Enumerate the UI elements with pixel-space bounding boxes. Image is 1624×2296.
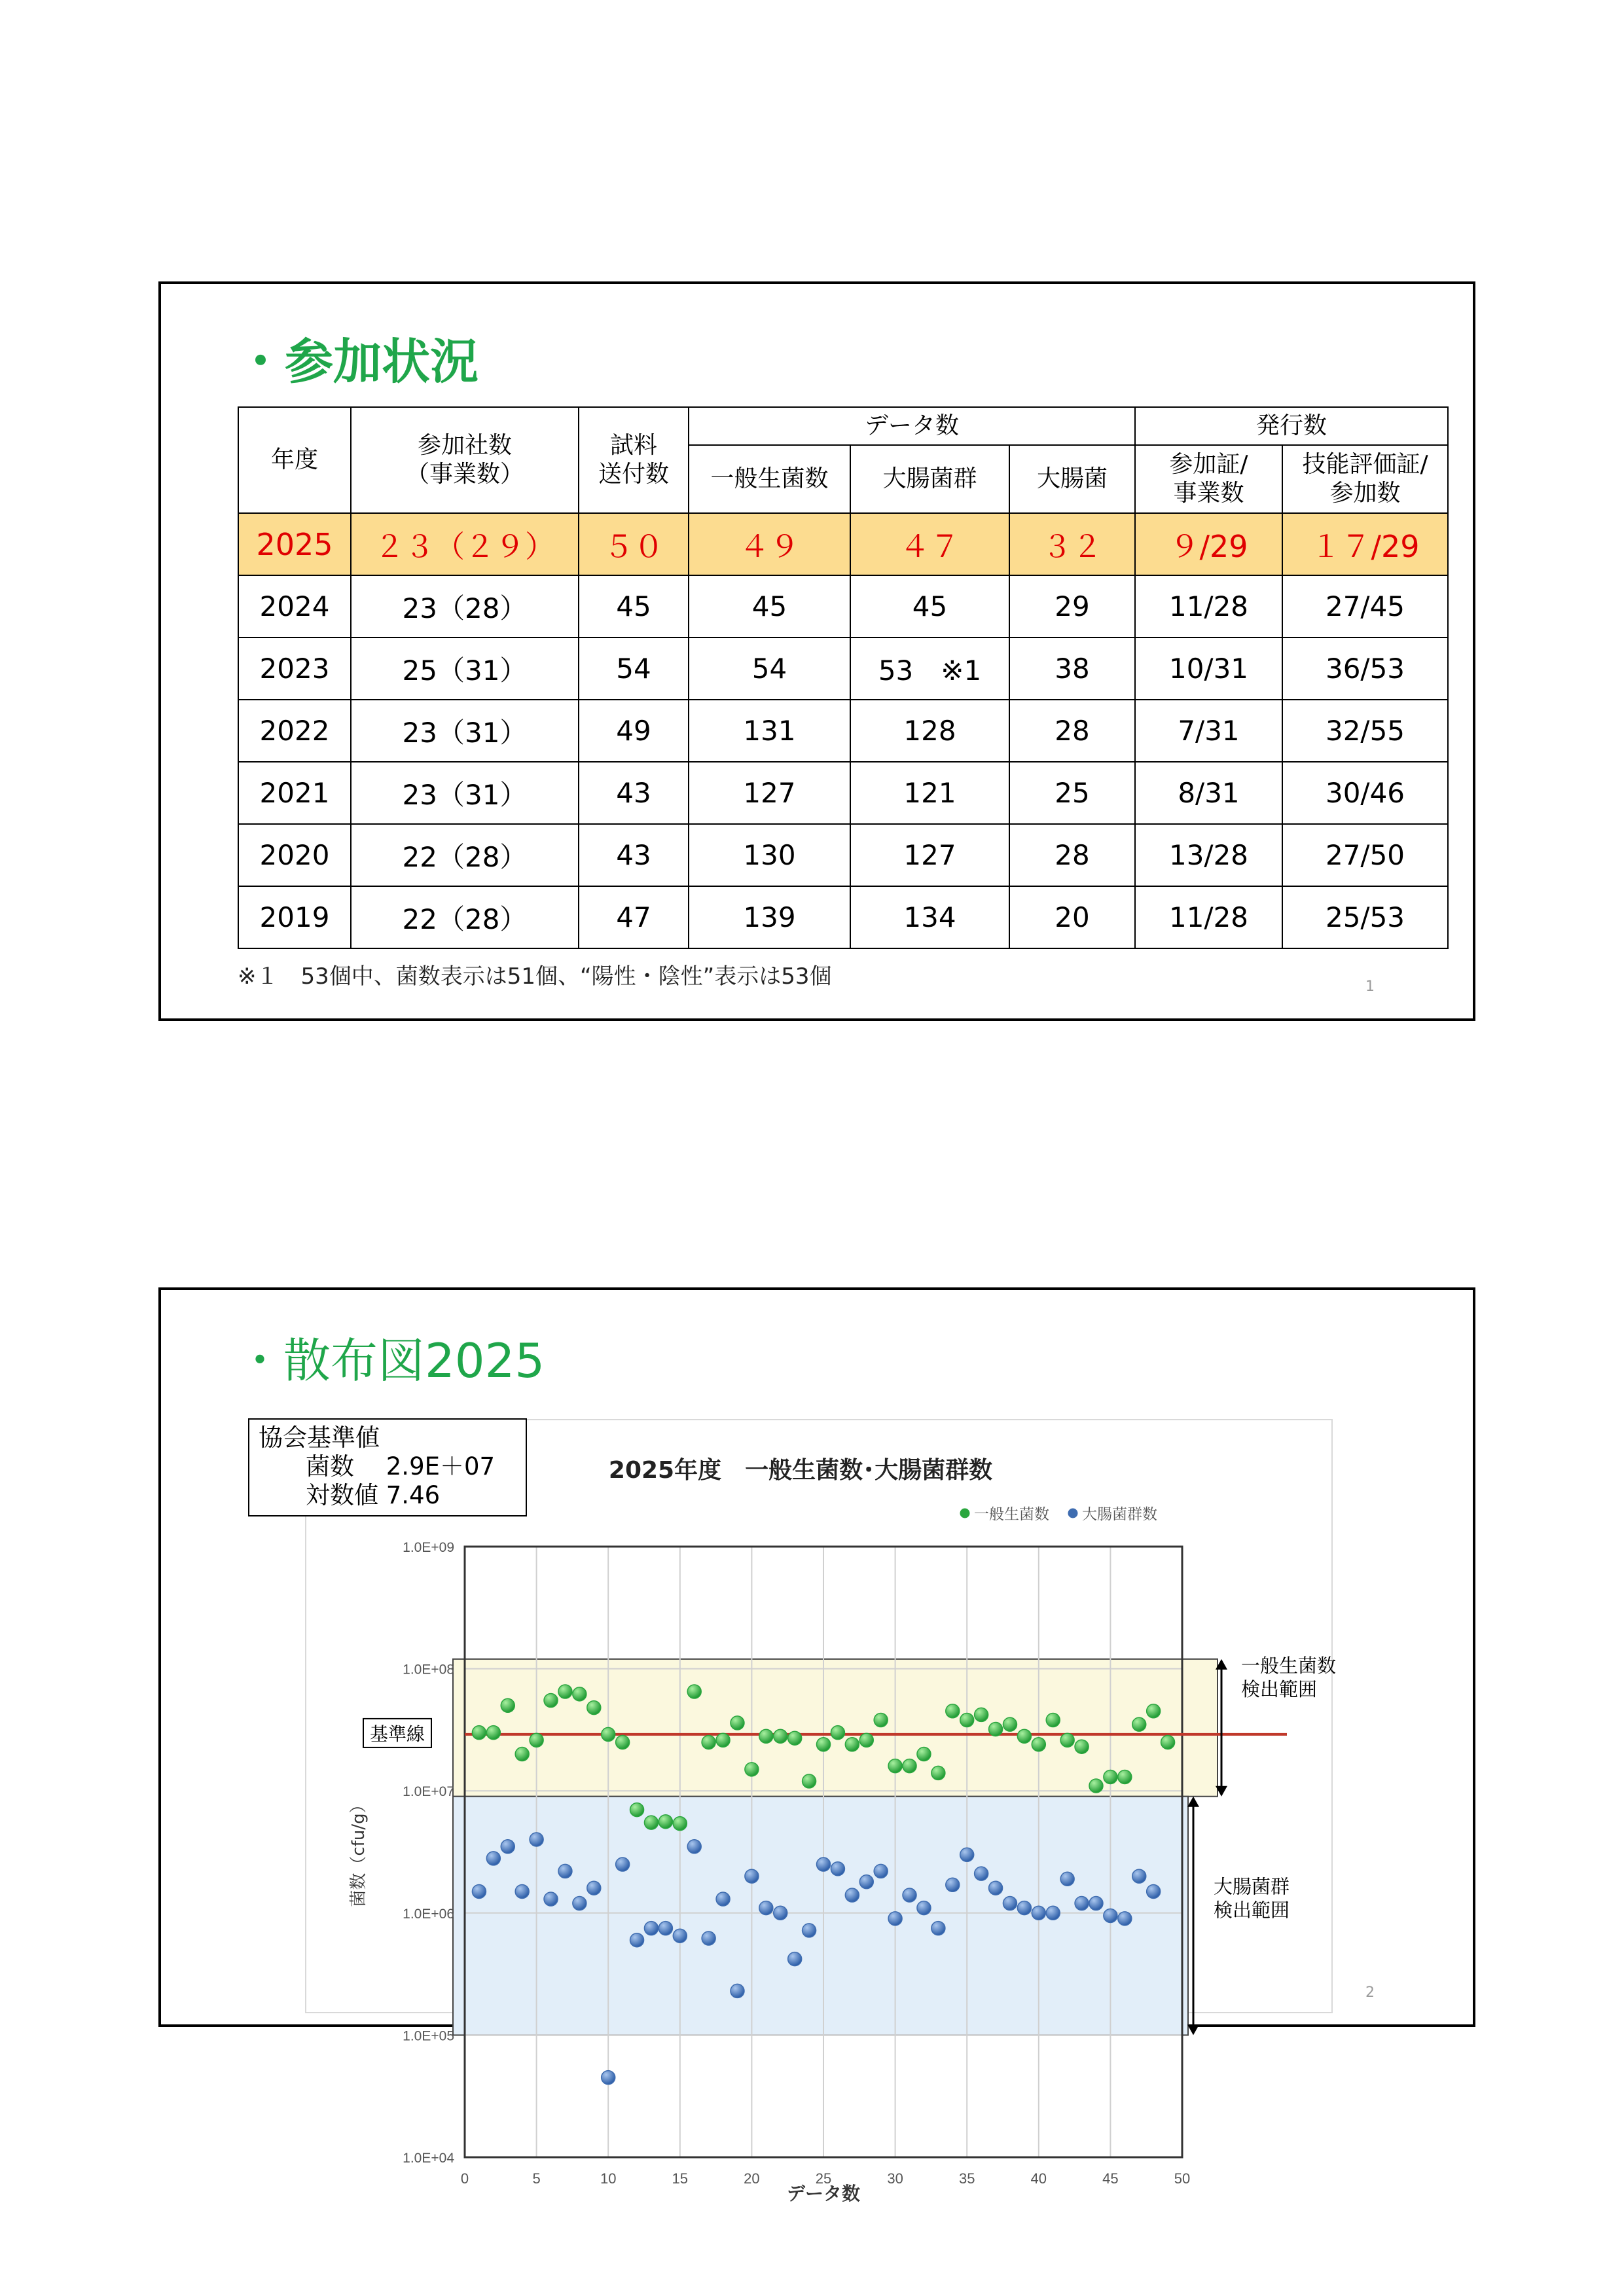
cell-samples: 47 bbox=[579, 886, 689, 948]
coliform-point bbox=[731, 1984, 744, 1998]
coliform-point bbox=[1032, 1906, 1045, 1920]
cell-samples: 54 bbox=[579, 637, 689, 700]
coliform-point bbox=[544, 1892, 558, 1906]
cell-year: 2023 bbox=[238, 637, 351, 700]
general-bacteria-point bbox=[831, 1726, 844, 1740]
cell-samples: 43 bbox=[579, 762, 689, 824]
cell-samples: 49 bbox=[579, 700, 689, 762]
coliform-point bbox=[702, 1931, 715, 1945]
general-bacteria-point bbox=[702, 1735, 715, 1749]
y-tick-label: 1.0E+04 bbox=[403, 2151, 454, 2166]
cell-skill-cert: 30/46 bbox=[1282, 762, 1448, 824]
coliform-point bbox=[716, 1892, 730, 1906]
cell-participation-cert: 10/31 bbox=[1135, 637, 1282, 700]
coliform-point bbox=[888, 1912, 902, 1926]
cell-general: 127 bbox=[689, 762, 850, 824]
coliform-point bbox=[759, 1901, 773, 1915]
coliform-point bbox=[630, 1933, 644, 1947]
standard-log: 対数値 7.46 bbox=[306, 1481, 441, 1509]
general-bacteria-point bbox=[544, 1694, 558, 1708]
general-bacteria-point bbox=[558, 1685, 572, 1698]
general-bacteria-point bbox=[946, 1704, 960, 1718]
coliform-point bbox=[486, 1852, 500, 1865]
header-year: 年度 bbox=[238, 407, 351, 513]
coliform-point bbox=[1017, 1901, 1031, 1915]
coliform-point bbox=[1075, 1897, 1089, 1910]
cell-participation-cert: 11/28 bbox=[1135, 886, 1282, 948]
coliform-point bbox=[501, 1840, 514, 1854]
legend-label: 大腸菌群数 bbox=[1082, 1506, 1157, 1523]
y-tick-label: 1.0E+08 bbox=[403, 1662, 454, 1677]
cell-skill-cert: 25/53 bbox=[1282, 886, 1448, 948]
cell-ecoli: 28 bbox=[1009, 824, 1135, 886]
general-bacteria-point bbox=[1089, 1779, 1103, 1793]
cell-coliform: 128 bbox=[850, 700, 1009, 762]
general-bacteria-point bbox=[960, 1713, 974, 1727]
table-row-2021 bbox=[238, 762, 1448, 824]
general-bacteria-point bbox=[486, 1726, 500, 1740]
header-participants: 参加社数 （事業数） bbox=[351, 407, 579, 513]
coliform-point bbox=[1060, 1872, 1074, 1886]
slide-scatter bbox=[158, 1287, 1475, 2204]
cell-general: ４９ bbox=[689, 513, 850, 575]
cell-participants: 23（28） bbox=[351, 575, 579, 637]
cell-general: 139 bbox=[689, 886, 850, 948]
general-bacteria-point bbox=[573, 1687, 586, 1701]
coliform-point bbox=[975, 1867, 988, 1880]
coliform-point bbox=[644, 1922, 658, 1935]
coliform-point bbox=[788, 1952, 802, 1966]
cell-year: 2022 bbox=[238, 700, 351, 762]
cell-skill-cert: 36/53 bbox=[1282, 637, 1448, 700]
general-bacteria-point bbox=[788, 1731, 802, 1745]
y-tick-label: 1.0E+06 bbox=[403, 1906, 454, 1922]
coliform-point bbox=[573, 1897, 586, 1910]
general-range-label: 一般生菌数 bbox=[1241, 1654, 1337, 1677]
cell-coliform: 127 bbox=[850, 824, 1009, 886]
cell-coliform: ４７ bbox=[850, 513, 1009, 575]
x-tick-label: 25 bbox=[815, 2170, 832, 2187]
general-bacteria-point bbox=[874, 1713, 888, 1727]
x-tick-label: 20 bbox=[744, 2170, 760, 2187]
header-general-bacteria: 一般生菌数 bbox=[689, 445, 850, 513]
cell-participation-cert: 8/31 bbox=[1135, 762, 1282, 824]
general-bacteria-point bbox=[1017, 1729, 1031, 1743]
general-bacteria-point bbox=[859, 1733, 873, 1747]
cell-skill-cert: 32/55 bbox=[1282, 700, 1448, 762]
general-bacteria-point bbox=[731, 1716, 744, 1730]
chart-title: 2025年度 一般生菌数･大腸菌群数 bbox=[608, 1457, 993, 1484]
general-bacteria-point bbox=[888, 1759, 902, 1773]
cell-skill-cert: 27/45 bbox=[1282, 575, 1448, 637]
y-axis-label: 菌数（cfu/g） bbox=[349, 1796, 369, 1907]
general-bacteria-point bbox=[774, 1729, 787, 1743]
header-coliform: 大腸菌群 bbox=[850, 445, 1009, 513]
header-ecoli: 大腸菌 bbox=[1009, 445, 1135, 513]
coliform-point bbox=[931, 1922, 945, 1935]
coliform-point bbox=[1132, 1869, 1146, 1883]
cell-general: 54 bbox=[689, 637, 850, 700]
legend-marker bbox=[960, 1508, 970, 1518]
coliform-point bbox=[774, 1906, 787, 1920]
cell-samples: 45 bbox=[579, 575, 689, 637]
cell-skill-cert: １７/29 bbox=[1282, 513, 1448, 575]
x-tick-label: 40 bbox=[1030, 2170, 1047, 2187]
cell-year: 2024 bbox=[238, 575, 351, 637]
cell-skill-cert: 27/50 bbox=[1282, 824, 1448, 886]
cell-year: 2025 bbox=[238, 513, 351, 575]
table-row-2023 bbox=[238, 637, 1448, 700]
coliform-point bbox=[616, 1857, 630, 1871]
cell-general: 131 bbox=[689, 700, 850, 762]
coliform-range-arrow-head-top bbox=[1187, 1797, 1199, 1807]
general-bacteria-point bbox=[803, 1774, 816, 1788]
header-skill-cert: 技能評価証/ 参加数 bbox=[1282, 445, 1448, 513]
coliform-point bbox=[946, 1878, 960, 1892]
table-row-2022 bbox=[238, 700, 1448, 762]
standard-value-box bbox=[248, 1418, 527, 1516]
general-bacteria-point bbox=[602, 1727, 615, 1741]
coliform-point bbox=[1104, 1909, 1117, 1922]
slide-participation bbox=[158, 281, 1475, 1021]
general-bacteria-point bbox=[845, 1738, 859, 1751]
general-bacteria-point bbox=[917, 1748, 931, 1761]
general-bacteria-point bbox=[644, 1816, 658, 1829]
coliform-point bbox=[1046, 1906, 1060, 1920]
cell-participation-cert: 11/28 bbox=[1135, 575, 1282, 637]
header-participation-cert: 参加証/ 事業数 bbox=[1135, 445, 1282, 513]
cell-participants: 23（31） bbox=[351, 700, 579, 762]
header-issued: 発行数 bbox=[1135, 407, 1448, 445]
general-bacteria-point bbox=[989, 1722, 1003, 1736]
cell-ecoli: 28 bbox=[1009, 700, 1135, 762]
general-bacteria-point bbox=[1161, 1735, 1175, 1749]
cell-general: 45 bbox=[689, 575, 850, 637]
header-data-count: データ数 bbox=[689, 407, 1135, 445]
cell-year: 2021 bbox=[238, 762, 351, 824]
x-axis-label: データ数 bbox=[786, 2183, 861, 2204]
participation-table bbox=[238, 406, 1449, 949]
cell-participation-cert: 7/31 bbox=[1135, 700, 1282, 762]
coliform-range-label: 大腸菌群 bbox=[1214, 1875, 1290, 1898]
x-tick-label: 0 bbox=[460, 2170, 469, 2187]
scatter-chart bbox=[161, 1290, 1473, 2204]
cell-samples: ５０ bbox=[579, 513, 689, 575]
cell-ecoli: 38 bbox=[1009, 637, 1135, 700]
general-bacteria-point bbox=[716, 1733, 730, 1747]
general-bacteria-point bbox=[1118, 1770, 1132, 1784]
cell-year: 2020 bbox=[238, 824, 351, 886]
general-bacteria-point bbox=[1046, 1713, 1060, 1727]
general-bacteria-point bbox=[931, 1766, 945, 1780]
table-row-2020 bbox=[238, 824, 1448, 886]
coliform-point bbox=[917, 1901, 931, 1915]
x-tick-label: 15 bbox=[672, 2170, 689, 2187]
coliform-range-label: 検出範囲 bbox=[1214, 1899, 1290, 1922]
x-tick-label: 45 bbox=[1102, 2170, 1119, 2187]
cell-coliform: 45 bbox=[850, 575, 1009, 637]
coliform-point bbox=[659, 1922, 672, 1935]
legend-label: 一般生菌数 bbox=[974, 1506, 1049, 1523]
x-tick-label: 50 bbox=[1174, 2170, 1191, 2187]
general-bacteria-point bbox=[501, 1698, 514, 1712]
coliform-point bbox=[903, 1888, 916, 1902]
y-tick-label: 1.0E+05 bbox=[403, 2028, 454, 2044]
general-bacteria-point bbox=[515, 1748, 529, 1761]
general-bacteria-point bbox=[975, 1708, 988, 1721]
cell-participants: 25（31） bbox=[351, 637, 579, 700]
coliform-point bbox=[587, 1881, 601, 1895]
cell-ecoli: 29 bbox=[1009, 575, 1135, 637]
coliform-point bbox=[803, 1924, 816, 1937]
coliform-range-band bbox=[453, 1797, 1188, 2036]
cell-samples: 43 bbox=[579, 824, 689, 886]
coliform-point bbox=[673, 1929, 687, 1943]
coliform-point bbox=[530, 1833, 543, 1846]
coliform-point bbox=[1147, 1884, 1161, 1898]
cell-participants: 22（28） bbox=[351, 824, 579, 886]
baseline-label: 基準線 bbox=[369, 1723, 425, 1745]
x-tick-label: 5 bbox=[532, 2170, 541, 2187]
general-bacteria-point bbox=[1060, 1733, 1074, 1747]
coliform-point bbox=[515, 1884, 529, 1898]
coliform-point bbox=[602, 2071, 615, 2085]
coliform-point bbox=[989, 1881, 1003, 1895]
general-bacteria-point bbox=[687, 1685, 701, 1698]
coliform-point bbox=[874, 1864, 888, 1878]
coliform-point bbox=[831, 1862, 844, 1876]
standard-count: 菌数 2.9E＋07 bbox=[306, 1452, 496, 1480]
coliform-point bbox=[845, 1888, 859, 1902]
general-bacteria-point bbox=[659, 1815, 672, 1829]
page-number: 2 bbox=[1365, 1984, 1375, 2001]
general-bacteria-point bbox=[1147, 1704, 1161, 1718]
coliform-point bbox=[745, 1869, 759, 1883]
cell-coliform: 53 ※1 bbox=[850, 637, 1009, 700]
y-tick-label: 1.0E+09 bbox=[403, 1540, 454, 1555]
page-number: 1 bbox=[1365, 978, 1375, 995]
cell-year: 2019 bbox=[238, 886, 351, 948]
general-bacteria-point bbox=[1075, 1740, 1089, 1753]
cell-ecoli: ３２ bbox=[1009, 513, 1135, 575]
coliform-point bbox=[472, 1884, 486, 1898]
general-range-label: 検出範囲 bbox=[1241, 1677, 1318, 1700]
cell-ecoli: 20 bbox=[1009, 886, 1135, 948]
coliform-point bbox=[859, 1875, 873, 1889]
cell-ecoli: 25 bbox=[1009, 762, 1135, 824]
coliform-point bbox=[960, 1848, 974, 1861]
general-bacteria-point bbox=[817, 1738, 831, 1751]
cell-general: 130 bbox=[689, 824, 850, 886]
general-bacteria-point bbox=[587, 1701, 601, 1715]
x-tick-label: 35 bbox=[958, 2170, 975, 2187]
coliform-point bbox=[687, 1840, 701, 1854]
table-row-2024 bbox=[238, 575, 1448, 637]
slide2-title: ・散布図2025 bbox=[236, 1333, 545, 1388]
coliform-range-arrow-head-bottom bbox=[1187, 2024, 1199, 2035]
cell-coliform: 121 bbox=[850, 762, 1009, 824]
x-tick-label: 10 bbox=[600, 2170, 617, 2187]
general-bacteria-point bbox=[1003, 1717, 1017, 1731]
coliform-point bbox=[558, 1864, 572, 1878]
legend-marker bbox=[1068, 1508, 1078, 1518]
general-bacteria-point bbox=[616, 1735, 630, 1749]
general-bacteria-point bbox=[630, 1803, 644, 1817]
standard-box-title: 協会基準値 bbox=[259, 1424, 380, 1452]
coliform-point bbox=[1089, 1897, 1103, 1910]
table-row-2025 bbox=[238, 513, 1448, 575]
cell-participants: 22（28） bbox=[351, 886, 579, 948]
cell-participants: ２３（２９） bbox=[351, 513, 579, 575]
x-tick-label: 30 bbox=[887, 2170, 903, 2187]
general-bacteria-point bbox=[745, 1763, 759, 1776]
general-bacteria-point bbox=[472, 1726, 486, 1740]
cell-participation-cert: 13/28 bbox=[1135, 824, 1282, 886]
general-bacteria-point bbox=[1104, 1770, 1117, 1784]
general-bacteria-point bbox=[759, 1729, 773, 1743]
coliform-point bbox=[1003, 1897, 1017, 1910]
general-bacteria-point bbox=[1032, 1738, 1045, 1751]
general-bacteria-point bbox=[1132, 1717, 1146, 1731]
header-samples: 試料 送付数 bbox=[579, 407, 689, 513]
cell-participants: 23（31） bbox=[351, 762, 579, 824]
y-tick-label: 1.0E+07 bbox=[403, 1784, 454, 1800]
coliform-point bbox=[1118, 1912, 1132, 1926]
table-footnote: ※１ 53個中、菌数表示は51個、“陽性・陰性”表示は53個 bbox=[238, 963, 832, 990]
cell-participation-cert: ９/29 bbox=[1135, 513, 1282, 575]
general-bacteria-point bbox=[673, 1817, 687, 1831]
coliform-point bbox=[817, 1857, 831, 1871]
table-row-2019 bbox=[238, 886, 1448, 948]
general-bacteria-point bbox=[530, 1733, 543, 1747]
cell-coliform: 134 bbox=[850, 886, 1009, 948]
general-bacteria-point bbox=[903, 1759, 916, 1773]
slide1-title: ・参加状況 bbox=[236, 334, 478, 390]
